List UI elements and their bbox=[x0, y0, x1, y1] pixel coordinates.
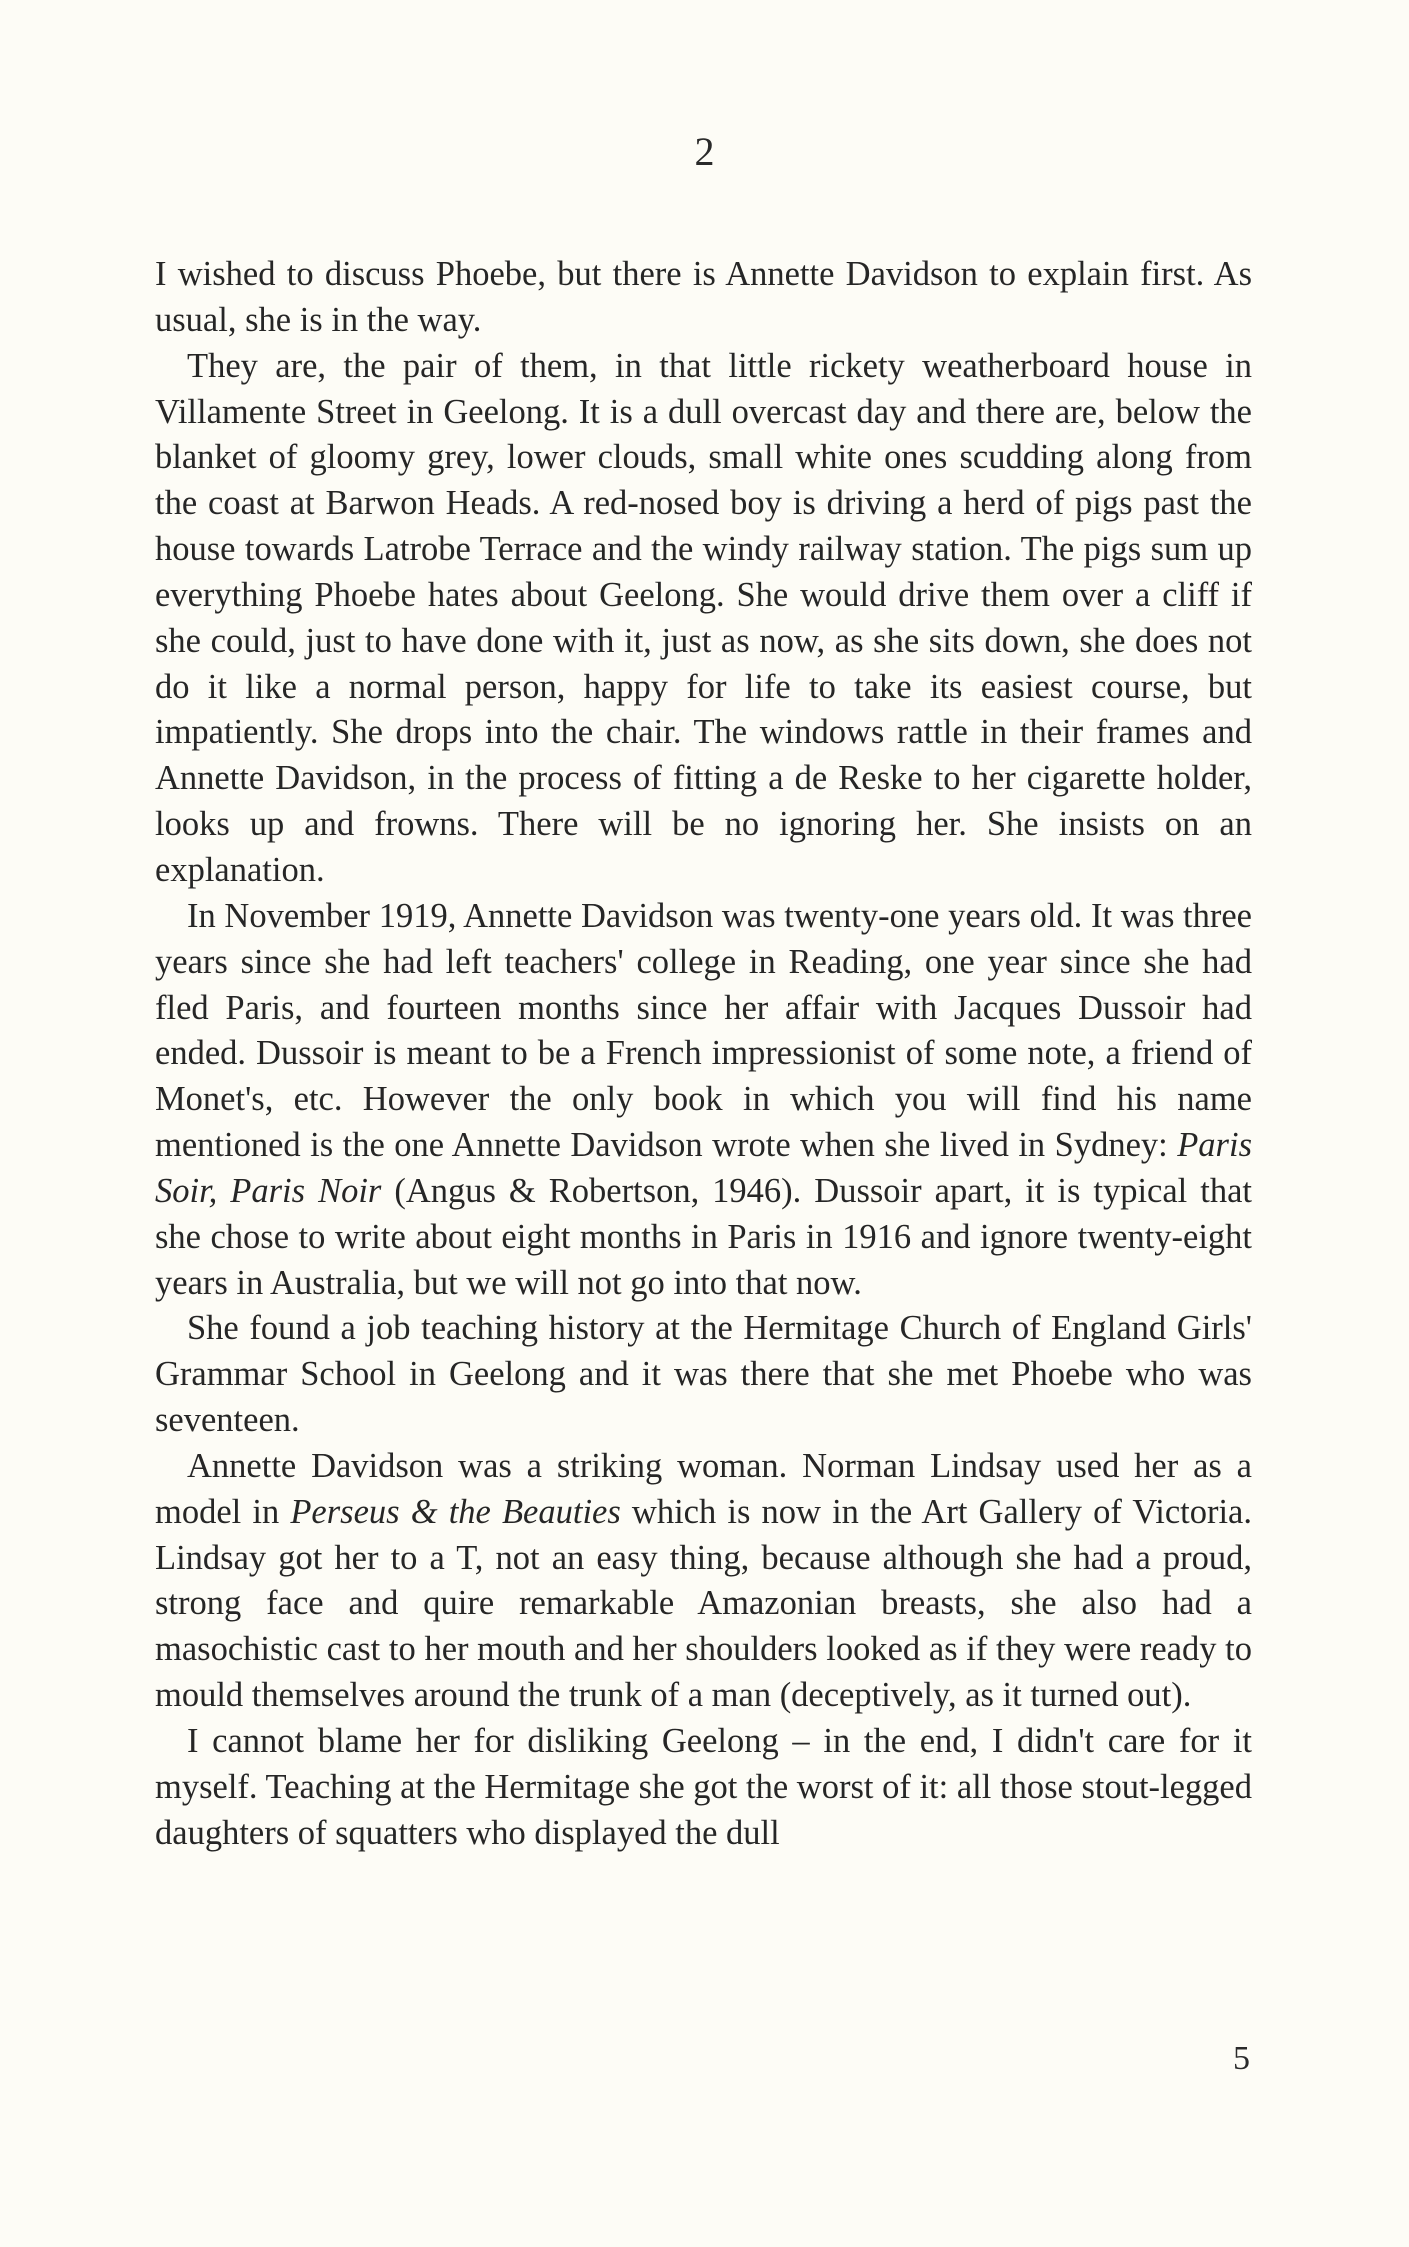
text-run: (Angus & Robertson, 1946). Dussoir apart, it is typical that she chose to write about eight months in Paris in 1916 and ignore twenty-eight years in Australia, but we will not go into that now. bbox=[155, 1171, 1252, 1302]
body-text bbox=[155, 252, 1252, 1857]
italic-title: Paris Soir, Paris Noir bbox=[155, 1126, 1252, 1210]
italic-title: Perseus & the Beauties bbox=[290, 1492, 621, 1531]
text-run: which is now in the Art Gallery of Victoria. Lindsay got her to a T, not an easy thing, because although she had a proud, strong face and quire remarkable Amazonian breasts, she also had a masochistic cast to her mouth and her shoulders looked as if they were ready to mould themselves around the trunk of a man (deceptively, as it turned out). bbox=[155, 1492, 1252, 1715]
paragraph bbox=[155, 344, 1252, 894]
text-run: She found a job teaching history at the Hermitage Church of England Girls' Grammar School in Geelong and it was there that she met Phoebe who was seventeen. bbox=[155, 1309, 1252, 1440]
paragraph bbox=[155, 1306, 1252, 1444]
chapter-number: 2 bbox=[694, 129, 715, 174]
text-run: They are, the pair of them, in that little rickety weatherboard house in Villamente Street in Geelong. It is a dull overcast day and there are, below the blanket of gloomy grey, lower clouds, small white ones scudding along from the coast at Barwon Heads. A red-nosed boy is driving a herd of pigs past the house towards Latrobe Terrace and the windy railway station. The pigs sum up everything Phoebe hates about Geelong. She would drive them over a cliff if she could, just to have done with it, just as now, as she sits down, she does not do it like a normal person, happy for life to take its easiest course, but impatiently. She drops into the chair. The windows rattle in their frames and Annette Davidson, in the process of fitting a de Reske to her cigarette holder, looks up and frowns. There will be no ignoring her. She insists on an explanation. bbox=[155, 346, 1252, 889]
text-run: I cannot blame her for disliking Geelong – in the end, I didn't care for it myself. Teaching at the Hermitage she got the worst of it: all those stout-legged daughters of squatters who displayed the dull bbox=[155, 1722, 1252, 1852]
paragraph bbox=[155, 894, 1252, 1307]
text-run: Annette Davidson was a striking woman. Norman Lindsay used her as a model in bbox=[155, 1446, 1252, 1531]
paragraph bbox=[155, 1444, 1252, 1719]
text-run: I wished to discuss Phoebe, but there is Annette Davidson to explain first. As usual, she is in the way. bbox=[155, 255, 1252, 339]
paragraph bbox=[155, 252, 1252, 344]
paragraph bbox=[155, 1719, 1252, 1857]
text-run: In November 1919, Annette Davidson was twenty-one years old. It was three years since she had left teachers' college in Reading, one year since she had fled Paris, and fourteen months since her affair with Jacques Dussoir had ended. Dussoir is meant to be a French impressionist of some note, a friend of Monet's, etc. However the only book in which you will find his name mentioned is the one Annette Davidson wrote when she lived in Sydney: bbox=[155, 896, 1252, 1165]
page-number: 5 bbox=[1233, 2040, 1250, 2077]
